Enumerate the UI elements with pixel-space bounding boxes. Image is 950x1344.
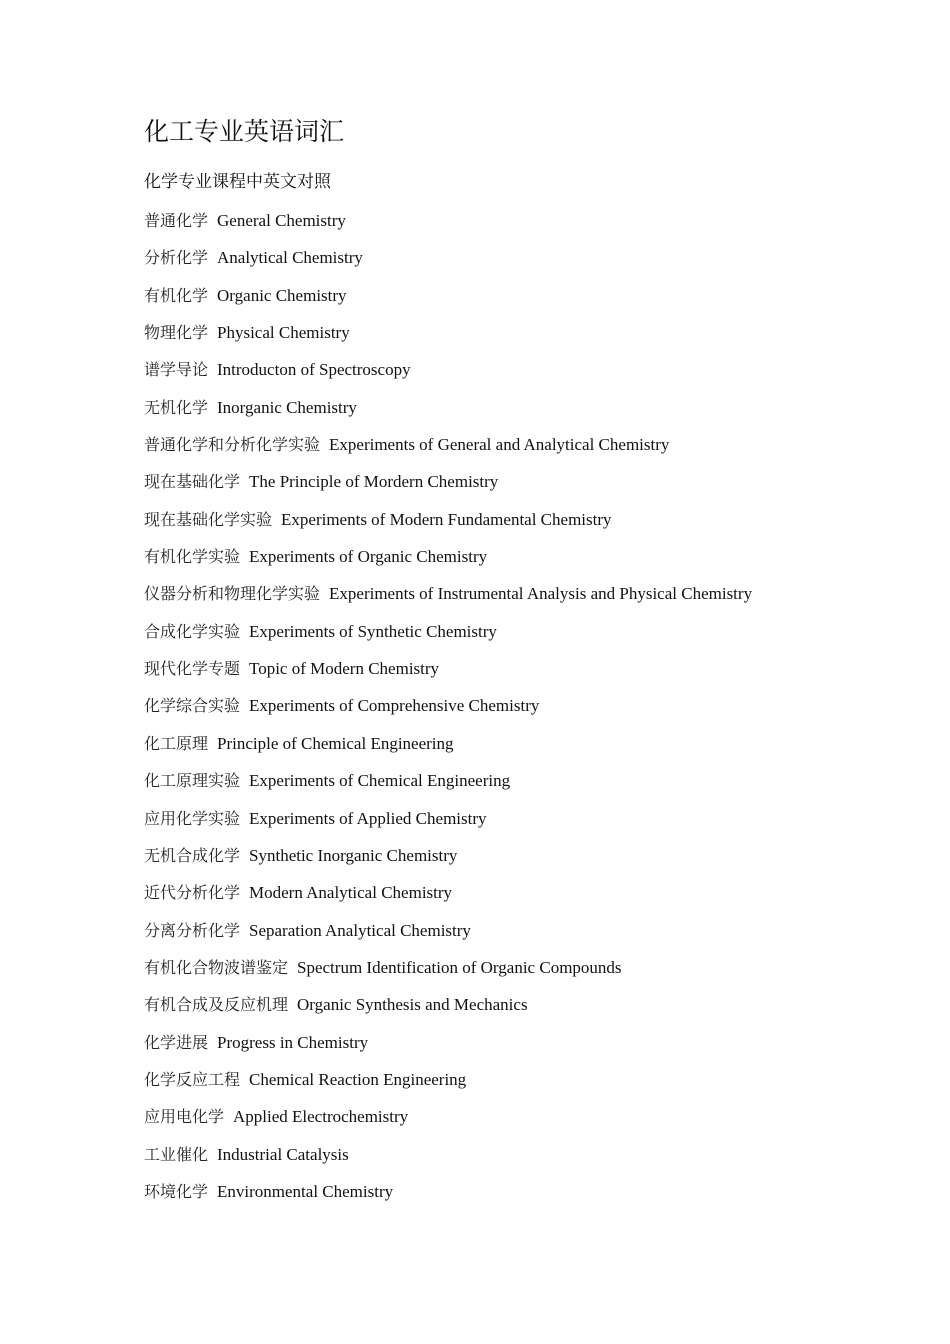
course-name-chinese: 现代化学专题 <box>144 659 241 679</box>
course-name-chinese: 普通化学 <box>144 211 209 230</box>
course-name-english: Applied Electrochemistry <box>233 1107 409 1127</box>
course-item <box>144 1030 752 1067</box>
course-item <box>144 581 752 618</box>
course-name-chinese: 现在基础化学实验 <box>144 509 273 529</box>
course-name-english: General Chemistry <box>217 211 346 230</box>
course-item <box>144 544 752 581</box>
course-item <box>144 619 752 656</box>
course-item <box>144 395 752 432</box>
course-name-chinese: 化学反应工程 <box>144 1069 241 1089</box>
course-item <box>144 432 752 469</box>
course-item <box>144 843 752 880</box>
course-name-english: Progress in Chemistry <box>217 1032 369 1052</box>
course-name-chinese: 有机化学实验 <box>144 547 241 567</box>
course-name-chinese: 化学综合实验 <box>144 696 241 716</box>
course-item <box>144 806 752 843</box>
course-item <box>144 1142 752 1179</box>
course-item <box>144 245 752 282</box>
course-item <box>144 469 752 506</box>
course-item <box>144 918 752 955</box>
course-item <box>144 1104 752 1141</box>
course-item <box>144 283 752 320</box>
course-name-english: Modern Analytical Chemistry <box>249 883 453 903</box>
course-item <box>144 768 752 805</box>
course-name-chinese: 有机化合物波谱鉴定 <box>144 957 289 977</box>
course-item <box>144 208 752 245</box>
course-name-english: Experiments of Organic Chemistry <box>249 547 488 567</box>
course-list <box>144 208 752 1216</box>
course-name-english: Experiments of Modern Fundamental Chemistry <box>281 509 612 529</box>
course-item <box>144 992 752 1029</box>
course-item <box>144 693 752 730</box>
course-name-chinese: 分离分析化学 <box>144 920 241 940</box>
course-name-chinese: 现在基础化学 <box>144 472 241 492</box>
course-name-chinese: 化工原理 <box>144 733 209 753</box>
course-name-chinese: 普通化学和分析化学实验 <box>144 435 321 455</box>
course-name-chinese: 有机合成及反应机理 <box>144 995 289 1015</box>
course-name-chinese: 分析化学 <box>144 248 209 268</box>
course-item <box>144 507 752 544</box>
course-name-english: The Principle of Mordern Chemistry <box>249 472 499 492</box>
course-name-english: Experiments of Synthetic Chemistry <box>249 621 497 641</box>
course-name-english: Organic Synthesis and Mechanics <box>297 995 528 1015</box>
course-name-english: Analytical Chemistry <box>217 248 363 268</box>
course-name-english: Chemical Reaction Engineering <box>249 1069 467 1089</box>
course-name-english: Organic Chemistry <box>217 285 347 305</box>
document-subtitle: 化学专业课程中英文对照 <box>144 172 331 192</box>
course-name-english: Experiments of General and Analytical Chemistry <box>329 435 670 455</box>
course-item <box>144 955 752 992</box>
course-name-english: Experiments of Applied Chemistry <box>249 808 487 828</box>
course-name-chinese: 物理化学 <box>144 323 209 343</box>
course-name-english: Topic of Modern Chemistry <box>249 659 440 679</box>
course-item <box>144 731 752 768</box>
course-name-english: Introducton of Spectroscopy <box>217 360 411 380</box>
course-name-chinese: 工业催化 <box>144 1144 209 1164</box>
course-name-chinese: 应用电化学 <box>144 1107 225 1127</box>
course-name-chinese: 无机合成化学 <box>144 845 241 865</box>
course-name-english: Experiments of Chemical Engineering <box>249 771 511 791</box>
course-name-english: Environmental Chemistry <box>217 1181 394 1201</box>
course-name-chinese: 合成化学实验 <box>144 621 241 641</box>
course-item <box>144 880 752 917</box>
course-name-english: Principle of Chemical Engineering <box>217 733 454 753</box>
course-name-english: Industrial Catalysis <box>217 1144 349 1164</box>
course-name-english: Inorganic Chemistry <box>217 397 357 417</box>
course-name-english: Experiments of Comprehensive Chemistry <box>249 696 540 716</box>
course-name-english: Spectrum Identification of Organic Compounds <box>297 957 622 977</box>
course-name-chinese: 应用化学实验 <box>144 808 241 828</box>
course-name-english: Synthetic Inorganic Chemistry <box>249 845 458 865</box>
course-name-chinese: 仪器分析和物理化学实验 <box>144 584 321 604</box>
course-name-english: Physical Chemistry <box>217 323 350 343</box>
course-item <box>144 320 752 357</box>
course-name-english: Experiments of Instrumental Analysis and Physical Chemistry <box>329 584 753 604</box>
course-name-chinese: 化工原理实验 <box>144 771 241 791</box>
course-item <box>144 656 752 693</box>
course-item <box>144 357 752 394</box>
course-item <box>144 1067 752 1104</box>
course-name-english: Separation Analytical Chemistry <box>249 920 471 940</box>
course-name-chinese: 化学进展 <box>144 1032 209 1052</box>
course-item <box>144 1179 752 1216</box>
course-name-chinese: 环境化学 <box>144 1181 209 1201</box>
document-title: 化工专业英语词汇 <box>144 117 345 146</box>
course-name-chinese: 谱学导论 <box>144 360 209 380</box>
course-name-chinese: 近代分析化学 <box>144 883 241 903</box>
course-name-chinese: 无机化学 <box>144 397 209 417</box>
course-name-chinese: 有机化学 <box>144 285 209 305</box>
